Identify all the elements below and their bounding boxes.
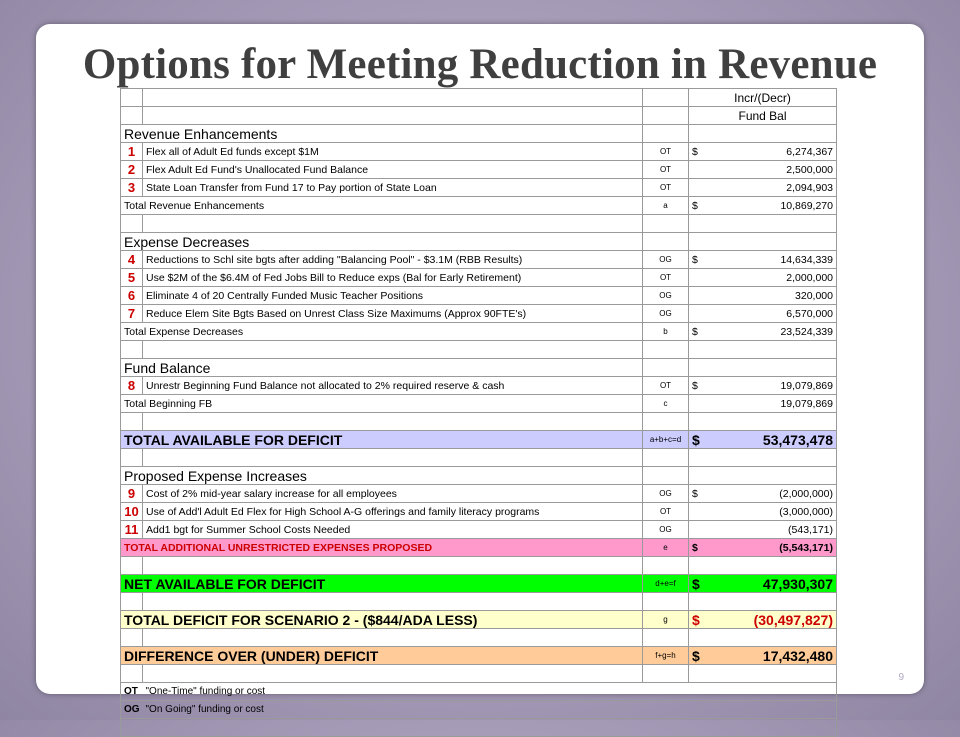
item-number: 4 <box>121 251 143 269</box>
deficit-label: TOTAL DEFICIT FOR SCENARIO 2 - ($844/ADA LESS) <box>121 611 643 629</box>
spacer-row <box>121 449 837 467</box>
total-row <box>121 539 837 557</box>
net-label: NET AVAILABLE FOR DEFICIT <box>121 575 643 593</box>
difference-row <box>121 647 837 665</box>
section-revenue-heading: Revenue Enhancements <box>121 125 643 143</box>
item-tag: OG <box>643 287 689 305</box>
item-amount: 19,079,869 <box>780 379 833 392</box>
header-row <box>121 89 837 107</box>
total-label: TOTAL ADDITIONAL UNRESTRICTED EXPENSES PROPOSED <box>121 539 643 557</box>
table-row <box>121 305 837 323</box>
item-description: State Loan Transfer from Fund 17 to Pay portion of State Loan <box>143 179 643 197</box>
item-tag: OT <box>643 503 689 521</box>
item-tag: OG <box>643 485 689 503</box>
total-label: Total Revenue Enhancements <box>121 197 643 215</box>
total-label: Total Expense Decreases <box>121 323 643 341</box>
item-description: Use $2M of the $6.4M of Fed Jobs Bill to Reduce exps (Bal for Early Retirement) <box>143 269 643 287</box>
total-amount: 19,079,869 <box>689 395 837 413</box>
total-tag: b <box>643 323 689 341</box>
net-amount: 47,930,307 <box>762 575 833 592</box>
item-amount: 320,000 <box>689 287 837 305</box>
item-tag: OG <box>643 521 689 539</box>
item-description: Cost of 2% mid-year salary increase for all employees <box>143 485 643 503</box>
item-amount: 2,094,903 <box>689 179 837 197</box>
item-amount: 2,500,000 <box>689 161 837 179</box>
header-fund-bal: Fund Bal <box>689 107 837 125</box>
table-row <box>121 521 837 539</box>
difference-amount: 17,432,480 <box>762 647 833 664</box>
item-description: Unrestr Beginning Fund Balance not allocated to 2% required reserve & cash <box>143 377 643 395</box>
section-row <box>121 467 837 485</box>
dollar-sign: $ <box>692 325 698 338</box>
legend-code: OG <box>121 701 143 719</box>
item-description: Flex Adult Ed Fund's Unallocated Fund Balance <box>143 161 643 179</box>
spacer-row <box>121 215 837 233</box>
deficit-row <box>121 611 837 629</box>
net-row <box>121 575 837 593</box>
table-row <box>121 161 837 179</box>
item-number: 8 <box>121 377 143 395</box>
item-number: 3 <box>121 179 143 197</box>
item-amount: 2,000,000 <box>689 269 837 287</box>
dollar-sign: $ <box>692 253 698 266</box>
section-row <box>121 359 837 377</box>
total-row <box>121 323 837 341</box>
item-number: 7 <box>121 305 143 323</box>
dollar-sign: $ <box>692 575 700 592</box>
item-description: Add1 bgt for Summer School Costs Needed <box>143 521 643 539</box>
legend-text: "One-Time" funding or cost <box>143 683 837 701</box>
available-amount: 53,473,478 <box>762 431 833 448</box>
dollar-sign: $ <box>692 199 698 212</box>
legend-row <box>121 701 837 719</box>
table-row <box>121 251 837 269</box>
item-description: Reduce Elem Site Bgts Based on Unrest Class Size Maximums (Approx 90FTE's) <box>143 305 643 323</box>
dollar-sign: $ <box>692 541 698 554</box>
total-tag: a <box>643 197 689 215</box>
item-tag: OT <box>643 269 689 287</box>
table-row <box>121 143 837 161</box>
available-row <box>121 431 837 449</box>
item-amount: (3,000,000) <box>689 503 837 521</box>
header-row <box>121 107 837 125</box>
header-incr-decr: Incr/(Decr) <box>689 89 837 107</box>
table-row <box>121 179 837 197</box>
legend-text: "On Going" funding or cost <box>143 701 837 719</box>
available-label: TOTAL AVAILABLE FOR DEFICIT <box>121 431 643 449</box>
budget-table <box>120 88 837 737</box>
total-tag: c <box>643 395 689 413</box>
item-amount: (543,171) <box>689 521 837 539</box>
total-tag: e <box>643 539 689 557</box>
table-row <box>121 485 837 503</box>
item-tag: OT <box>643 179 689 197</box>
spacer-row <box>121 719 837 737</box>
deficit-amount: (30,497,827) <box>753 611 833 628</box>
item-amount: 6,570,000 <box>689 305 837 323</box>
item-amount: 14,634,339 <box>780 253 833 266</box>
total-row <box>121 197 837 215</box>
item-number: 1 <box>121 143 143 161</box>
table-row <box>121 503 837 521</box>
table-row <box>121 377 837 395</box>
item-number: 6 <box>121 287 143 305</box>
spacer-row <box>121 413 837 431</box>
item-tag: OG <box>643 251 689 269</box>
item-number: 2 <box>121 161 143 179</box>
section-fund-heading: Fund Balance <box>121 359 643 377</box>
item-tag: OT <box>643 143 689 161</box>
item-amount: (2,000,000) <box>779 487 833 500</box>
deficit-tag: g <box>643 611 689 629</box>
item-description: Flex all of Adult Ed funds except $1M <box>143 143 643 161</box>
table-row <box>121 287 837 305</box>
difference-label: DIFFERENCE OVER (UNDER) DEFICIT <box>121 647 643 665</box>
total-amount: 10,869,270 <box>780 199 833 212</box>
section-expense-heading: Expense Decreases <box>121 233 643 251</box>
item-number: 10 <box>121 503 143 521</box>
item-number: 5 <box>121 269 143 287</box>
item-description: Use of Add'l Adult Ed Flex for High School A-G offerings and family literacy programs <box>143 503 643 521</box>
slide-title: Options for Meeting Reduction in Revenue <box>82 41 878 88</box>
section-row <box>121 125 837 143</box>
spacer-row <box>121 593 837 611</box>
section-row <box>121 233 837 251</box>
item-number: 11 <box>121 521 143 539</box>
table-row <box>121 269 837 287</box>
dollar-sign: $ <box>692 145 698 158</box>
dollar-sign: $ <box>692 611 700 628</box>
available-tag: a+b+c=d <box>643 431 689 449</box>
spacer-row <box>121 341 837 359</box>
total-row <box>121 395 837 413</box>
total-amount: 23,524,339 <box>780 325 833 338</box>
item-number: 9 <box>121 485 143 503</box>
item-tag: OT <box>643 161 689 179</box>
difference-tag: f+g=h <box>643 647 689 665</box>
item-tag: OT <box>643 377 689 395</box>
item-tag: OG <box>643 305 689 323</box>
dollar-sign: $ <box>692 379 698 392</box>
legend-row <box>121 683 837 701</box>
item-description: Eliminate 4 of 20 Centrally Funded Music Teacher Positions <box>143 287 643 305</box>
dollar-sign: $ <box>692 647 700 664</box>
dollar-sign: $ <box>692 431 700 448</box>
spacer-row <box>121 629 837 647</box>
dollar-sign: $ <box>692 487 698 500</box>
total-label: Total Beginning FB <box>121 395 643 413</box>
item-amount: 6,274,367 <box>786 145 833 158</box>
section-proposed-heading: Proposed Expense Increases <box>121 467 643 485</box>
spacer-row <box>121 557 837 575</box>
item-description: Reductions to Schl site bgts after adding "Balancing Pool" - $3.1M (RBB Results) <box>143 251 643 269</box>
net-tag: d+e=f <box>643 575 689 593</box>
total-amount: (5,543,171) <box>779 541 833 554</box>
page-number: 9 <box>898 672 904 683</box>
legend-code: OT <box>121 683 143 701</box>
spacer-row <box>121 665 837 683</box>
